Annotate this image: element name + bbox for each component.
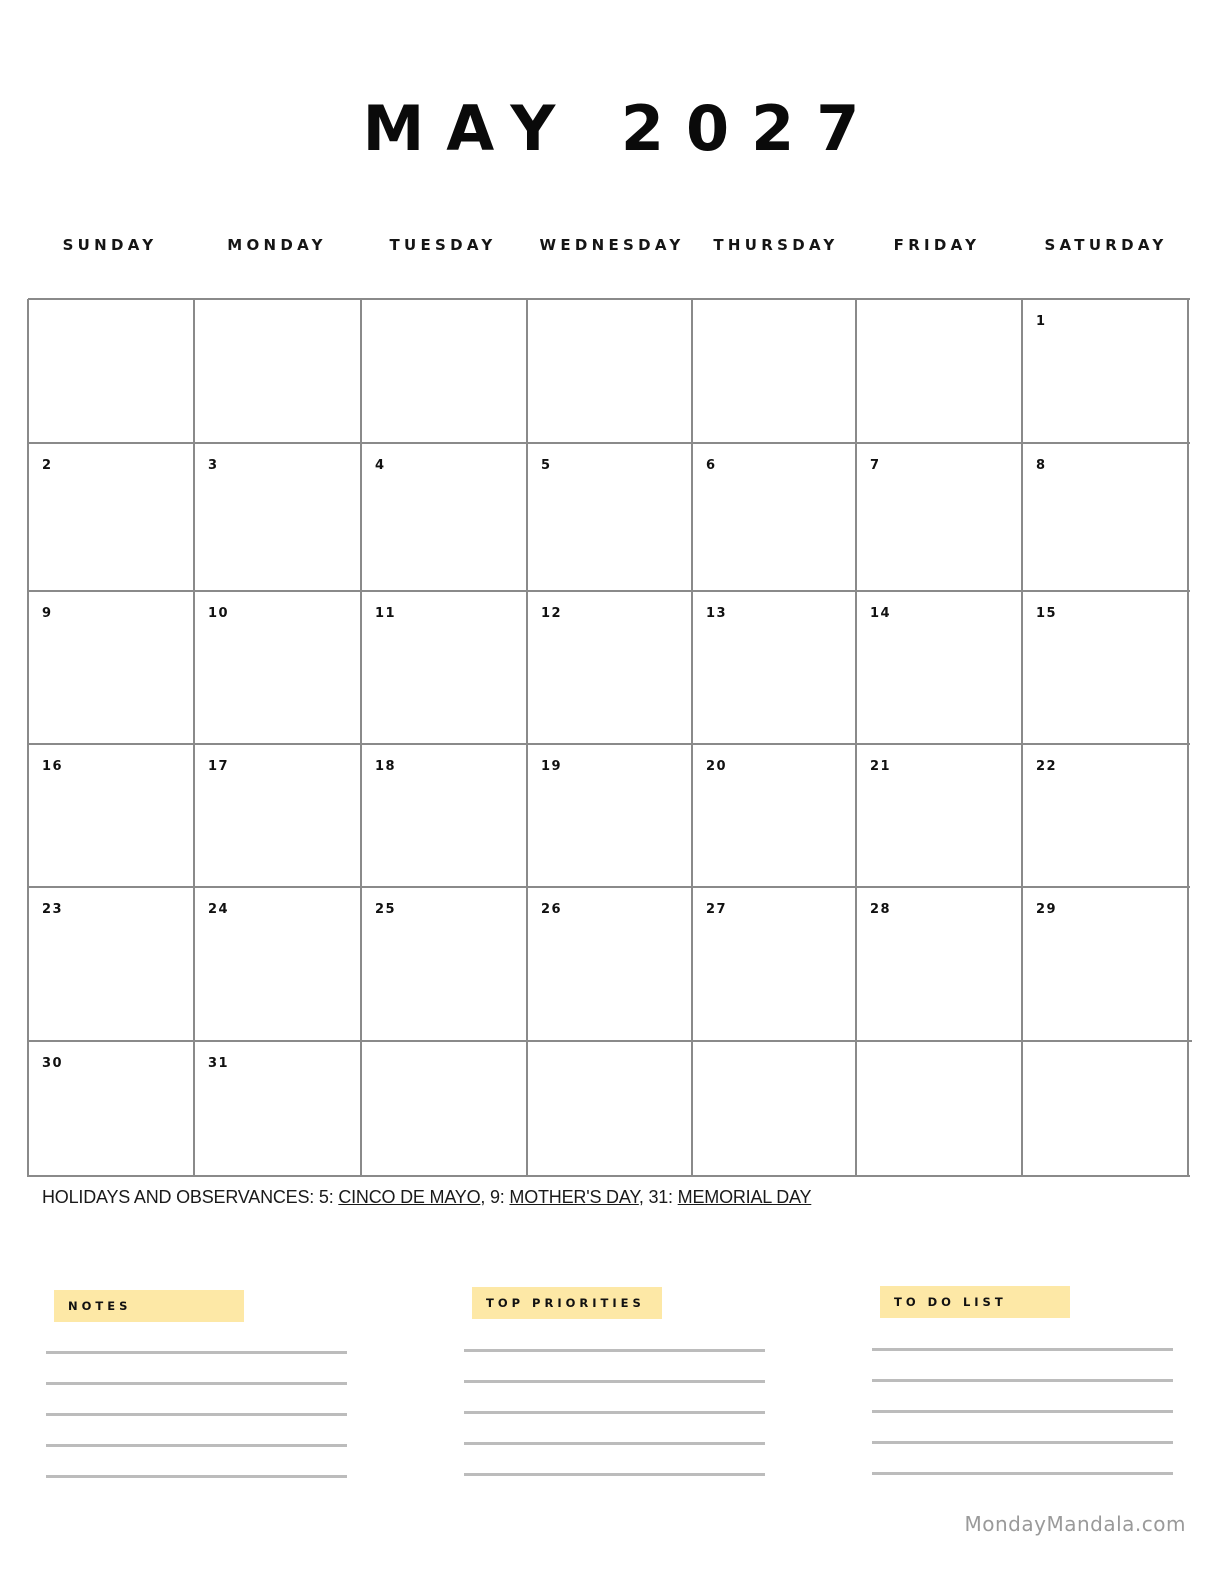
day-number: 4 [375, 458, 386, 473]
day-cell-15[interactable] [1023, 592, 1187, 743]
day-cell-23[interactable] [29, 888, 193, 1040]
day-number: 28 [870, 902, 892, 917]
day-number: 20 [706, 759, 728, 774]
day-number: 5 [541, 458, 552, 473]
notes-write-line[interactable] [46, 1475, 347, 1478]
top-priorities-write-line[interactable] [464, 1442, 765, 1445]
empty-day-cell[interactable] [195, 300, 360, 442]
notes-label-text: NOTES [68, 1299, 132, 1313]
day-cell-11[interactable] [362, 592, 526, 743]
notes-label [54, 1290, 244, 1322]
top-priorities-label-text: TOP PRIORITIES [486, 1296, 645, 1310]
day-number: 1 [1036, 314, 1047, 329]
day-number: 17 [208, 759, 230, 774]
day-number: 2 [42, 458, 53, 473]
weekday-monday: MONDAY [227, 236, 327, 254]
empty-day-cell[interactable] [528, 1042, 691, 1175]
day-number: 23 [42, 902, 64, 917]
day-cell-27[interactable] [693, 888, 855, 1040]
day-cell-4[interactable] [362, 444, 526, 590]
day-cell-26[interactable] [528, 888, 691, 1040]
holiday-separator: , [480, 1187, 490, 1207]
day-cell-13[interactable] [693, 592, 855, 743]
to-do-list-write-line[interactable] [872, 1379, 1173, 1382]
empty-day-cell[interactable] [528, 300, 691, 442]
day-number: 9 [42, 606, 53, 621]
day-cell-5[interactable] [528, 444, 691, 590]
day-number: 24 [208, 902, 230, 917]
holidays-line [42, 1187, 811, 1208]
top-priorities-write-line[interactable] [464, 1473, 765, 1476]
empty-day-cell[interactable] [362, 300, 526, 442]
to-do-list-write-line[interactable] [872, 1410, 1173, 1413]
day-number: 11 [375, 606, 397, 621]
grid-row-divider [28, 1175, 1190, 1177]
day-number: 8 [1036, 458, 1047, 473]
to-do-list-write-line[interactable] [872, 1472, 1173, 1475]
day-cell-3[interactable] [195, 444, 360, 590]
day-cell-1[interactable] [1023, 300, 1187, 442]
calendar-title: MAY 2027 [362, 92, 882, 165]
day-cell-8[interactable] [1023, 444, 1187, 590]
day-number: 25 [375, 902, 397, 917]
day-cell-12[interactable] [528, 592, 691, 743]
holiday-day: 9: [490, 1187, 510, 1207]
day-number: 10 [208, 606, 230, 621]
day-number: 19 [541, 759, 563, 774]
day-cell-22[interactable] [1023, 745, 1187, 886]
day-number: 30 [42, 1056, 64, 1071]
holiday-link-memorial-day[interactable]: MEMORIAL DAY [677, 1187, 812, 1207]
day-number: 6 [706, 458, 717, 473]
day-cell-7[interactable] [857, 444, 1021, 590]
top-priorities-write-line[interactable] [464, 1349, 765, 1352]
day-cell-18[interactable] [362, 745, 526, 886]
day-cell-16[interactable] [29, 745, 193, 886]
watermark: MondayMandala.com [964, 1512, 1186, 1536]
notes-write-line[interactable] [46, 1413, 347, 1416]
day-number: 16 [42, 759, 64, 774]
day-number: 3 [208, 458, 219, 473]
day-cell-29[interactable] [1023, 888, 1187, 1040]
empty-day-cell[interactable] [857, 1042, 1021, 1175]
day-number: 26 [541, 902, 563, 917]
empty-day-cell[interactable] [29, 300, 193, 442]
day-cell-30[interactable] [29, 1042, 193, 1175]
weekday-wednesday: WEDNESDAY [539, 236, 685, 254]
calendar-grid [28, 299, 1188, 1176]
day-cell-21[interactable] [857, 745, 1021, 886]
notes-write-line[interactable] [46, 1382, 347, 1385]
to-do-list-label-text: TO DO LIST [894, 1295, 1007, 1309]
holiday-separator: , [638, 1187, 649, 1207]
day-cell-25[interactable] [362, 888, 526, 1040]
holiday-link-cinco-de-mayo[interactable]: CINCO DE MAYO [338, 1187, 481, 1207]
to-do-list-write-line[interactable] [872, 1348, 1173, 1351]
day-cell-14[interactable] [857, 592, 1021, 743]
day-cell-24[interactable] [195, 888, 360, 1040]
day-number: 18 [375, 759, 397, 774]
weekday-friday: FRIDAY [893, 236, 981, 254]
holiday-day: 31: [648, 1187, 678, 1207]
top-priorities-write-line[interactable] [464, 1380, 765, 1383]
day-number: 29 [1036, 902, 1058, 917]
day-number: 12 [541, 606, 563, 621]
weekday-sunday: SUNDAY [62, 236, 158, 254]
notes-write-line[interactable] [46, 1444, 347, 1447]
weekday-thursday: THURSDAY [713, 236, 839, 254]
day-number: 31 [208, 1056, 230, 1071]
day-cell-10[interactable] [195, 592, 360, 743]
day-number: 14 [870, 606, 892, 621]
day-number: 13 [706, 606, 728, 621]
day-number: 15 [1036, 606, 1058, 621]
holiday-day: 5: [318, 1187, 339, 1207]
day-number: 27 [706, 902, 728, 917]
weekday-saturday: SATURDAY [1044, 236, 1168, 254]
top-priorities-write-line[interactable] [464, 1411, 765, 1414]
top-priorities-label [472, 1287, 662, 1319]
day-cell-20[interactable] [693, 745, 855, 886]
day-cell-2[interactable] [29, 444, 193, 590]
day-cell-17[interactable] [195, 745, 360, 886]
empty-day-cell[interactable] [693, 300, 855, 442]
day-cell-6[interactable] [693, 444, 855, 590]
to-do-list-label [880, 1286, 1070, 1318]
day-number: 7 [870, 458, 881, 473]
day-cell-31[interactable] [195, 1042, 360, 1175]
holiday-link-mothers-day[interactable]: MOTHER'S DAY [509, 1187, 639, 1207]
day-number: 21 [870, 759, 892, 774]
day-cell-9[interactable] [29, 592, 193, 743]
holidays-prefix: HOLIDAYS AND OBSERVANCES: [42, 1187, 319, 1207]
empty-day-cell[interactable] [362, 1042, 526, 1175]
day-cell-28[interactable] [857, 888, 1021, 1040]
empty-day-cell[interactable] [857, 300, 1021, 442]
day-cell-19[interactable] [528, 745, 691, 886]
to-do-list-write-line[interactable] [872, 1441, 1173, 1444]
day-number: 22 [1036, 759, 1058, 774]
empty-day-cell[interactable] [693, 1042, 855, 1175]
notes-write-line[interactable] [46, 1351, 347, 1354]
empty-day-cell[interactable] [1023, 1042, 1187, 1175]
grid-column-divider [1187, 299, 1189, 1177]
weekday-tuesday: TUESDAY [389, 236, 497, 254]
